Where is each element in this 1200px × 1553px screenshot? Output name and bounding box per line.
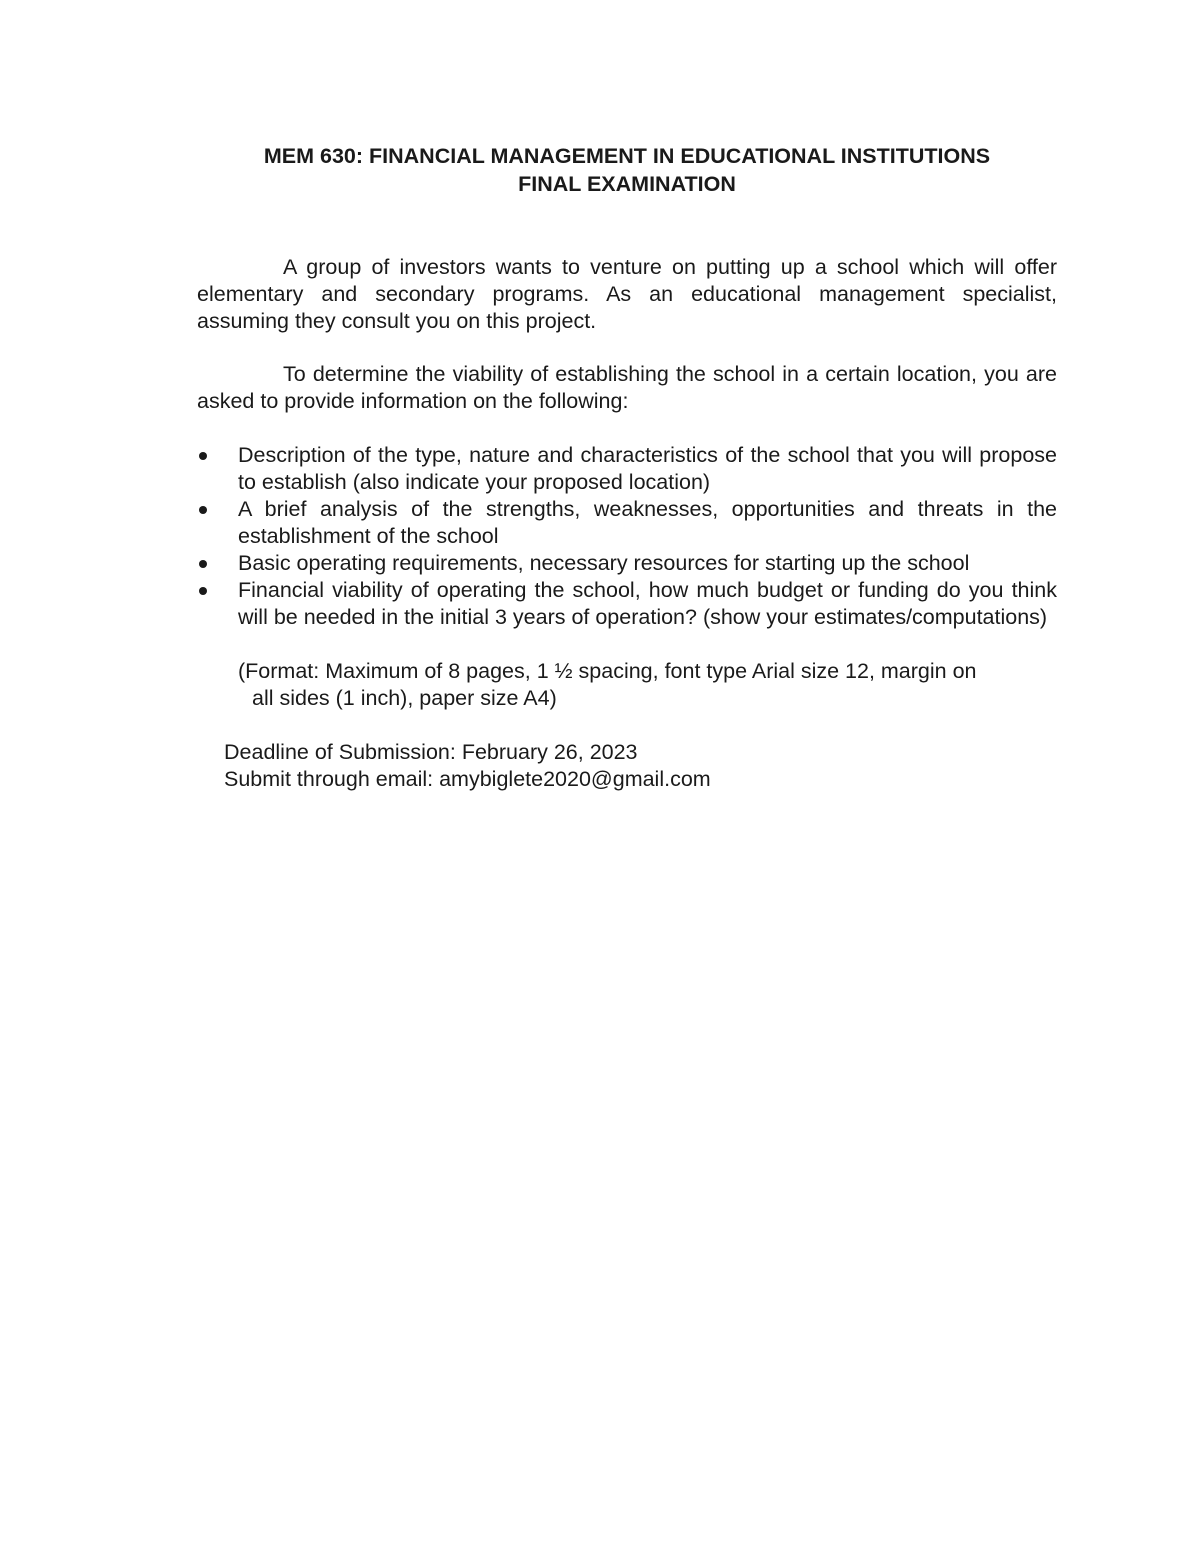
- intro-paragraph: A group of investors wants to venture on putting up a school which will offer elementary and secondary programs. As an educational management specialist, assuming they consult you on this project.: [197, 255, 1057, 333]
- format-note-line2: all sides (1 inch), paper size A4): [252, 686, 557, 710]
- list-item: [197, 496, 1057, 550]
- list-item: [197, 442, 1057, 496]
- requirements-list: [197, 442, 1057, 631]
- list-item-text: Basic operating requirements, necessary resources for starting up the school: [238, 551, 970, 575]
- list-item-text: Description of the type, nature and characteristics of the school that you will propose to establish (also indicate your proposed location): [238, 443, 1057, 494]
- document-content: [197, 142, 1057, 793]
- submission-email: Submit through email: amybiglete2020@gmail.com: [224, 767, 711, 791]
- document-title: [197, 142, 1057, 198]
- list-item-text: A brief analysis of the strengths, weaknesses, opportunities and threats in the establishment of the school: [238, 497, 1057, 548]
- submission-info: [224, 739, 1057, 793]
- list-item-text: Financial viability of operating the school, how much budget or funding do you think will be needed in the initial 3 years of operation? (show your estimates/computations): [238, 578, 1057, 629]
- format-note-line1: (Format: Maximum of 8 pages, 1 ½ spacing, font type Arial size 12, margin on: [238, 659, 977, 683]
- bullet-icon: [199, 560, 207, 568]
- course-title: MEM 630: FINANCIAL MANAGEMENT IN EDUCATIONAL INSTITUTIONS: [263, 144, 991, 168]
- exam-title: FINAL EXAMINATION: [518, 172, 736, 196]
- bullet-icon: [199, 587, 207, 595]
- list-item: [197, 550, 1057, 577]
- list-item: [197, 577, 1057, 631]
- bullet-icon: [199, 452, 207, 460]
- bullet-icon: [199, 506, 207, 514]
- submission-deadline: Deadline of Submission: February 26, 2023: [224, 740, 638, 764]
- task-paragraph: To determine the viability of establishing the school in a certain location, you are asked to provide information on the following:: [197, 362, 1057, 413]
- format-note: [238, 658, 1057, 712]
